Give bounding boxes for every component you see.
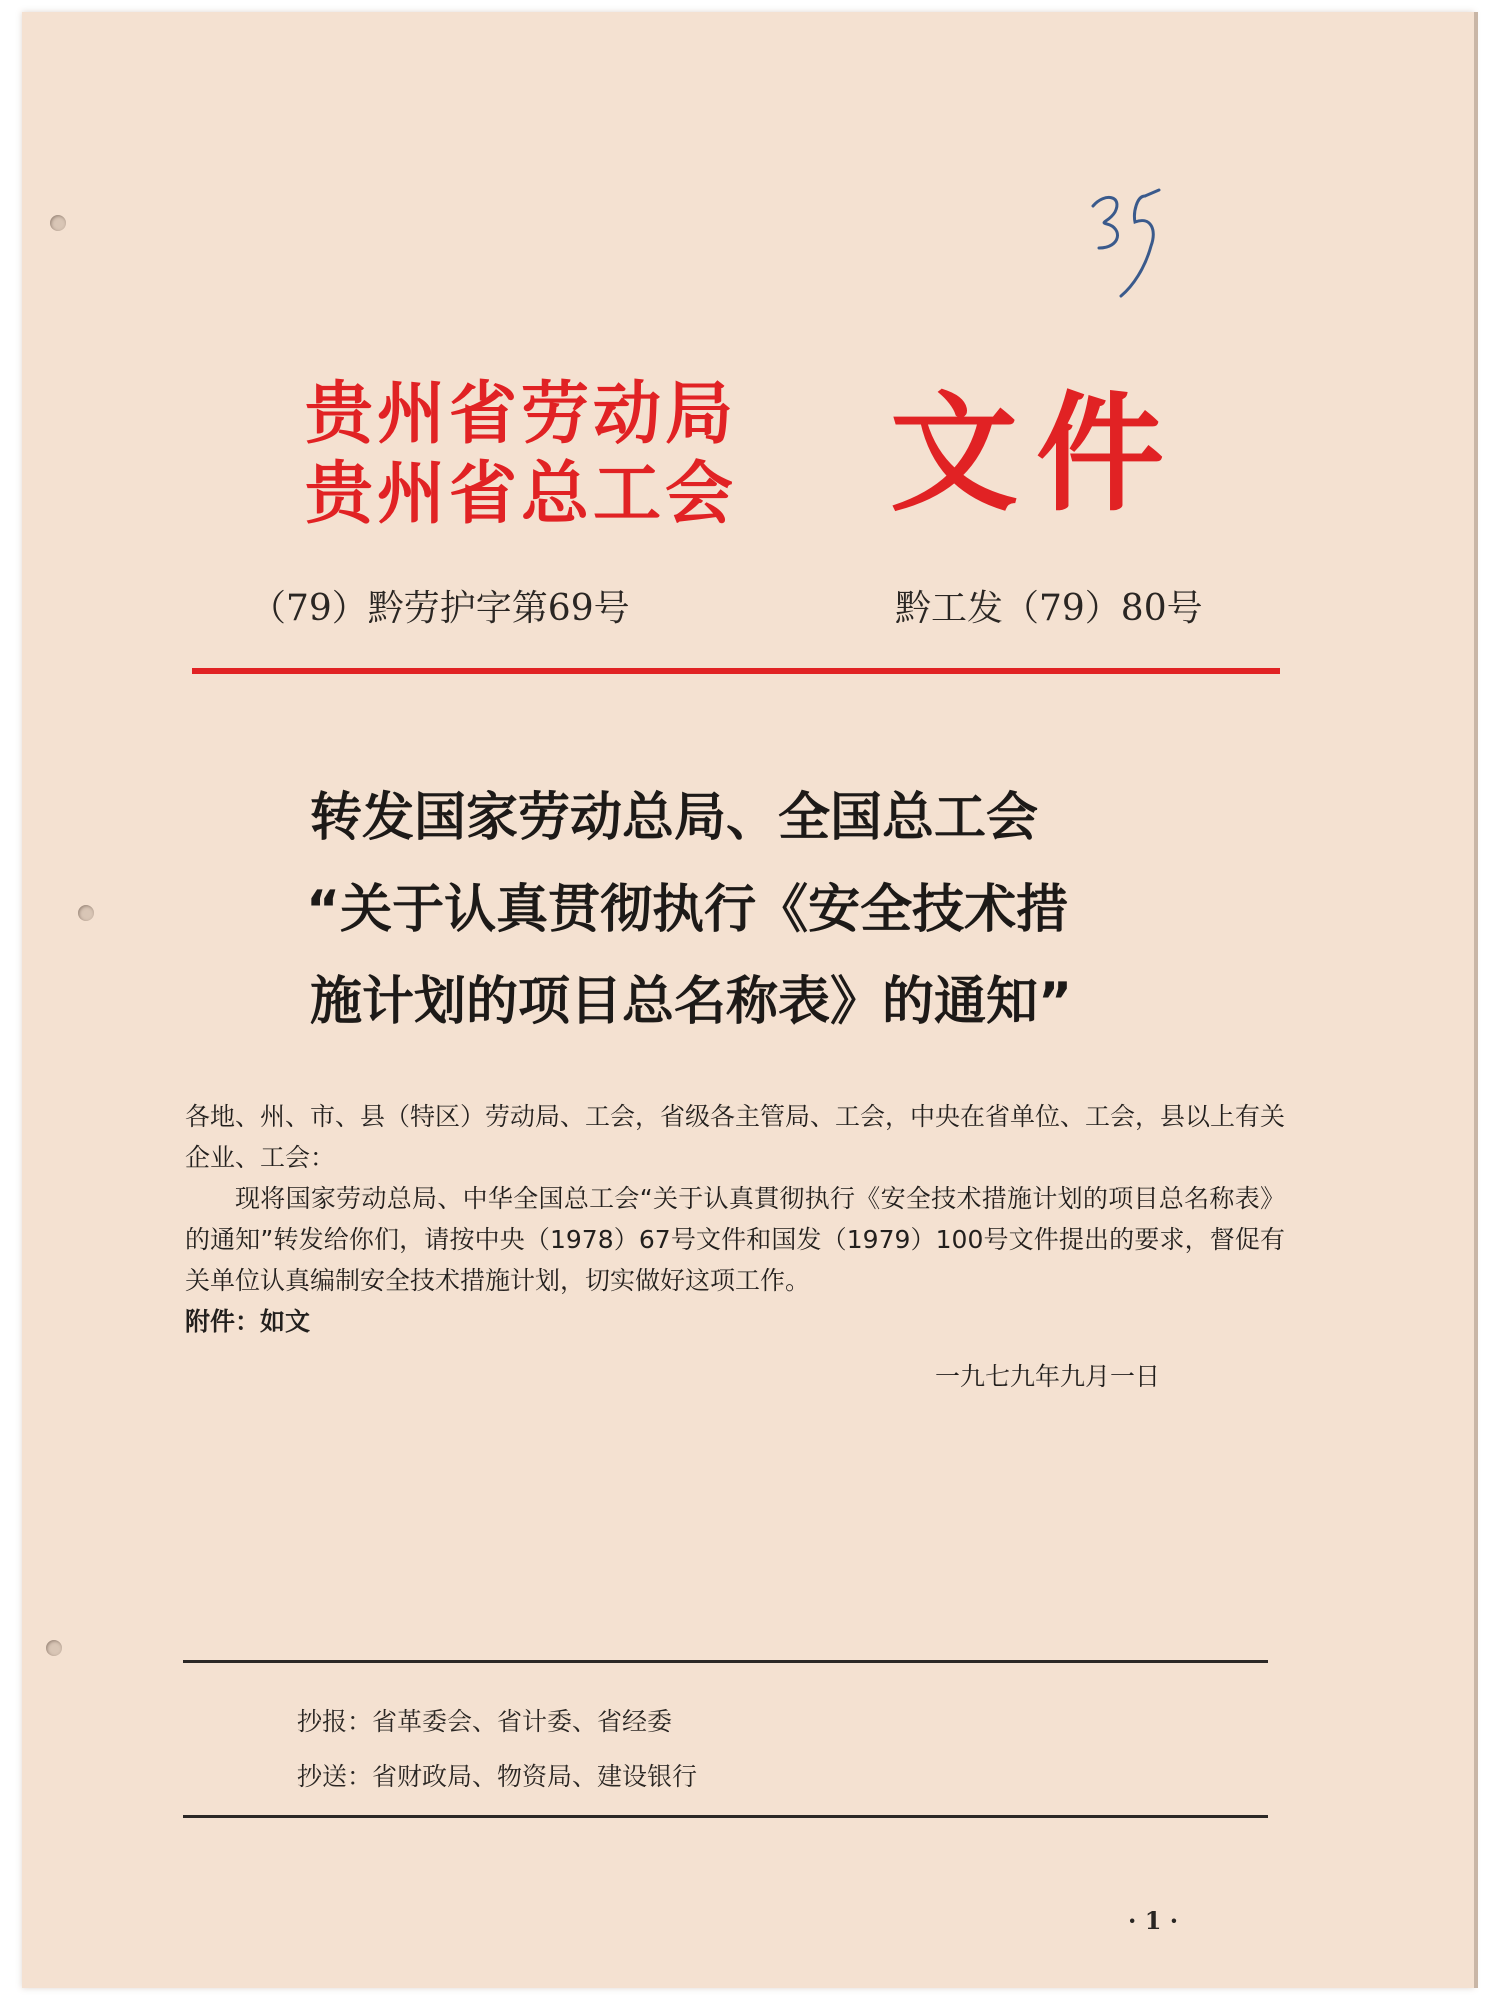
report-to: 抄报：省革委会、省计委、省经委 [297, 1707, 673, 1736]
attachment-note: 附件：如文 [185, 1307, 311, 1336]
punch-hole [46, 1640, 62, 1656]
punch-hole [78, 905, 94, 921]
document-title [306, 772, 1270, 1048]
body-paragraph: 现将国家劳动总局、中华全国总工会“关于认真貫彻执行《安全技术措施计划的项目总名称表》的通知”转发给你们，请按中央（1978）67号文件和国发（1979）100号文件提出的要求，督促有关单位认真编制安全技术措施计划，切实做好这项工作。 [185, 1184, 1285, 1295]
issuer-block [305, 375, 737, 535]
red-divider [192, 668, 1280, 674]
handwritten-number [1085, 178, 1175, 298]
title-line: “关于认真贯彻执行《安全技术措 [306, 880, 1069, 940]
addressee: 各地、州、市、县（特区）劳动局、工会，省级各主管局、工会，中央在省单位、工会，县以上有关企业、工会： [185, 1102, 1286, 1172]
issuer-line: 贵州省总工会 [305, 455, 738, 534]
doc-number-trade-union: 黔工发（79）80号 [895, 588, 1203, 629]
document-body [185, 1096, 1285, 1342]
issuer-line: 贵州省劳动局 [305, 375, 738, 454]
divider [183, 1660, 1268, 1663]
page-number: · 1 · [1128, 1906, 1179, 1935]
copy-to: 抄送：省财政局、物资局、建设银行 [297, 1762, 698, 1791]
doc-number-labor-bureau: （79）黔劳护字第69号 [250, 588, 630, 629]
divider [183, 1815, 1268, 1818]
page-edge [1474, 12, 1478, 1988]
title-line: 转发国家劳动总局、全国总工会 [310, 788, 1039, 848]
title-line: 施计划的项目总名称表》的通知” [310, 972, 1073, 1032]
doc-word: 文件 [890, 380, 1183, 529]
issue-date: 一九七九年九月一日 [935, 1362, 1161, 1391]
punch-hole [50, 215, 66, 231]
